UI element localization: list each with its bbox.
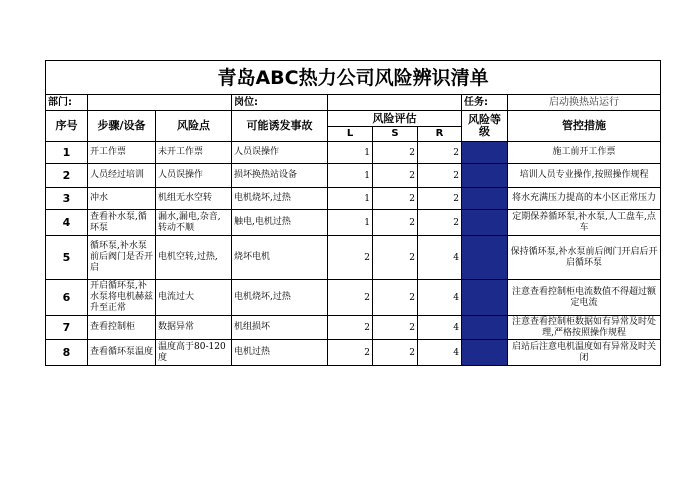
table-body [46,142,661,366]
row-step: 循环泵,补水泵前后阀门是否开启 [88,236,156,280]
post-value[interactable] [328,95,462,111]
table-row [46,236,661,280]
row-level: 低风险 [462,316,508,340]
row-seq: 7 [46,316,88,340]
row-control: 启站后注意电机温度如有异常及时关闭 [508,340,661,366]
page-title: 青岛ABC热力公司风险辨识清单 [46,61,661,95]
row-step: 开启循环泵,补水泵将电机赫兹升至正常 [88,280,156,316]
row-r: 2 [418,164,462,188]
row-seq: 5 [46,236,88,280]
row-s: 2 [373,280,418,316]
header-risk-point: 风险点 [156,111,232,142]
header-seq: 序号 [46,111,88,142]
row-level: 低风险 [462,188,508,210]
row-r: 4 [418,316,462,340]
row-accident: 损坏换热站设备 [232,164,328,188]
row-r: 2 [418,188,462,210]
row-risk-point: 数据异常 [156,316,232,340]
table-row [46,188,661,210]
row-level: 低风险 [462,210,508,236]
table-row [46,210,661,236]
row-seq: 6 [46,280,88,316]
row-risk-point: 电机空转,过热, [156,236,232,280]
row-accident: 机组损坏 [232,316,328,340]
row-risk-point: 机组无水空转 [156,188,232,210]
row-step: 冲水 [88,188,156,210]
row-risk-point: 温度高于80-120度 [156,340,232,366]
row-level: 低风险 [462,280,508,316]
row-level: 低风险 [462,236,508,280]
row-step: 查看补水泵,循环泵 [88,210,156,236]
row-s: 2 [373,142,418,164]
table-row [46,142,661,164]
header-risk-eval: 风险评估 [328,111,462,127]
row-step: 查看控制柜 [88,316,156,340]
row-l: 1 [328,164,373,188]
row-seq: 4 [46,210,88,236]
header-level: 风险等级 [462,111,508,142]
row-seq: 1 [46,142,88,164]
table-row [46,316,661,340]
row-control: 施工前开工作票 [508,142,661,164]
row-risk-point: 未开工作票 [156,142,232,164]
row-accident: 触电,电机过热 [232,210,328,236]
row-r: 2 [418,210,462,236]
row-l: 2 [328,236,373,280]
row-control: 培训人员专业操作,按照操作规程 [508,164,661,188]
row-accident: 电机过热 [232,340,328,366]
row-s: 2 [373,210,418,236]
row-accident: 烧坏电机 [232,236,328,280]
row-risk-point: 电流过大 [156,280,232,316]
row-l: 1 [328,142,373,164]
row-control: 注意查看控制柜电流数值不得超过额定电流 [508,280,661,316]
row-level: 低风险 [462,142,508,164]
row-seq: 8 [46,340,88,366]
row-l: 1 [328,210,373,236]
risk-identification-table [45,60,661,366]
table-row [46,280,661,316]
row-l: 2 [328,340,373,366]
header-s: S [373,127,418,142]
table-row [46,164,661,188]
header-r: R [418,127,462,142]
row-accident: 人员误操作 [232,142,328,164]
row-level: 低风险 [462,340,508,366]
row-seq: 2 [46,164,88,188]
row-s: 2 [373,340,418,366]
table-row [46,340,661,366]
row-step: 开工作票 [88,142,156,164]
row-accident: 电机烧坏,过热 [232,188,328,210]
row-s: 2 [373,188,418,210]
task-value[interactable]: 启动换热站运行 [508,95,661,111]
row-control: 将水充满压力提高的本小区正常压力 [508,188,661,210]
row-step: 查看循环泵温度 [88,340,156,366]
row-control: 定期保养循环泵,补水泵,人工盘车,点车 [508,210,661,236]
row-accident: 电机烧坏,过热 [232,280,328,316]
department-label: 部门: [46,95,88,111]
row-l: 1 [328,188,373,210]
row-risk-point: 漏水,漏电,杂音,转动不顺 [156,210,232,236]
row-s: 2 [373,164,418,188]
row-r: 2 [418,142,462,164]
row-control: 注意查看控制柜数据如有异常及时处理,严格按照操作规程 [508,316,661,340]
row-seq: 3 [46,188,88,210]
task-label: 任务: [462,95,508,111]
header-accident: 可能诱发事故 [232,111,328,142]
row-r: 4 [418,236,462,280]
row-r: 4 [418,340,462,366]
row-r: 4 [418,280,462,316]
row-control: 保持循环泵,补水泵前后阀门开启后开启循环泵 [508,236,661,280]
header-l: L [328,127,373,142]
row-l: 2 [328,316,373,340]
row-s: 2 [373,316,418,340]
header-control: 管控措施 [508,111,661,142]
row-l: 2 [328,280,373,316]
post-label: 岗位: [232,95,328,111]
row-level: 低风险 [462,164,508,188]
row-s: 2 [373,236,418,280]
header-step: 步骤/设备 [88,111,156,142]
department-value[interactable] [88,95,232,111]
row-risk-point: 人员误操作 [156,164,232,188]
row-step: 人员经过培训 [88,164,156,188]
